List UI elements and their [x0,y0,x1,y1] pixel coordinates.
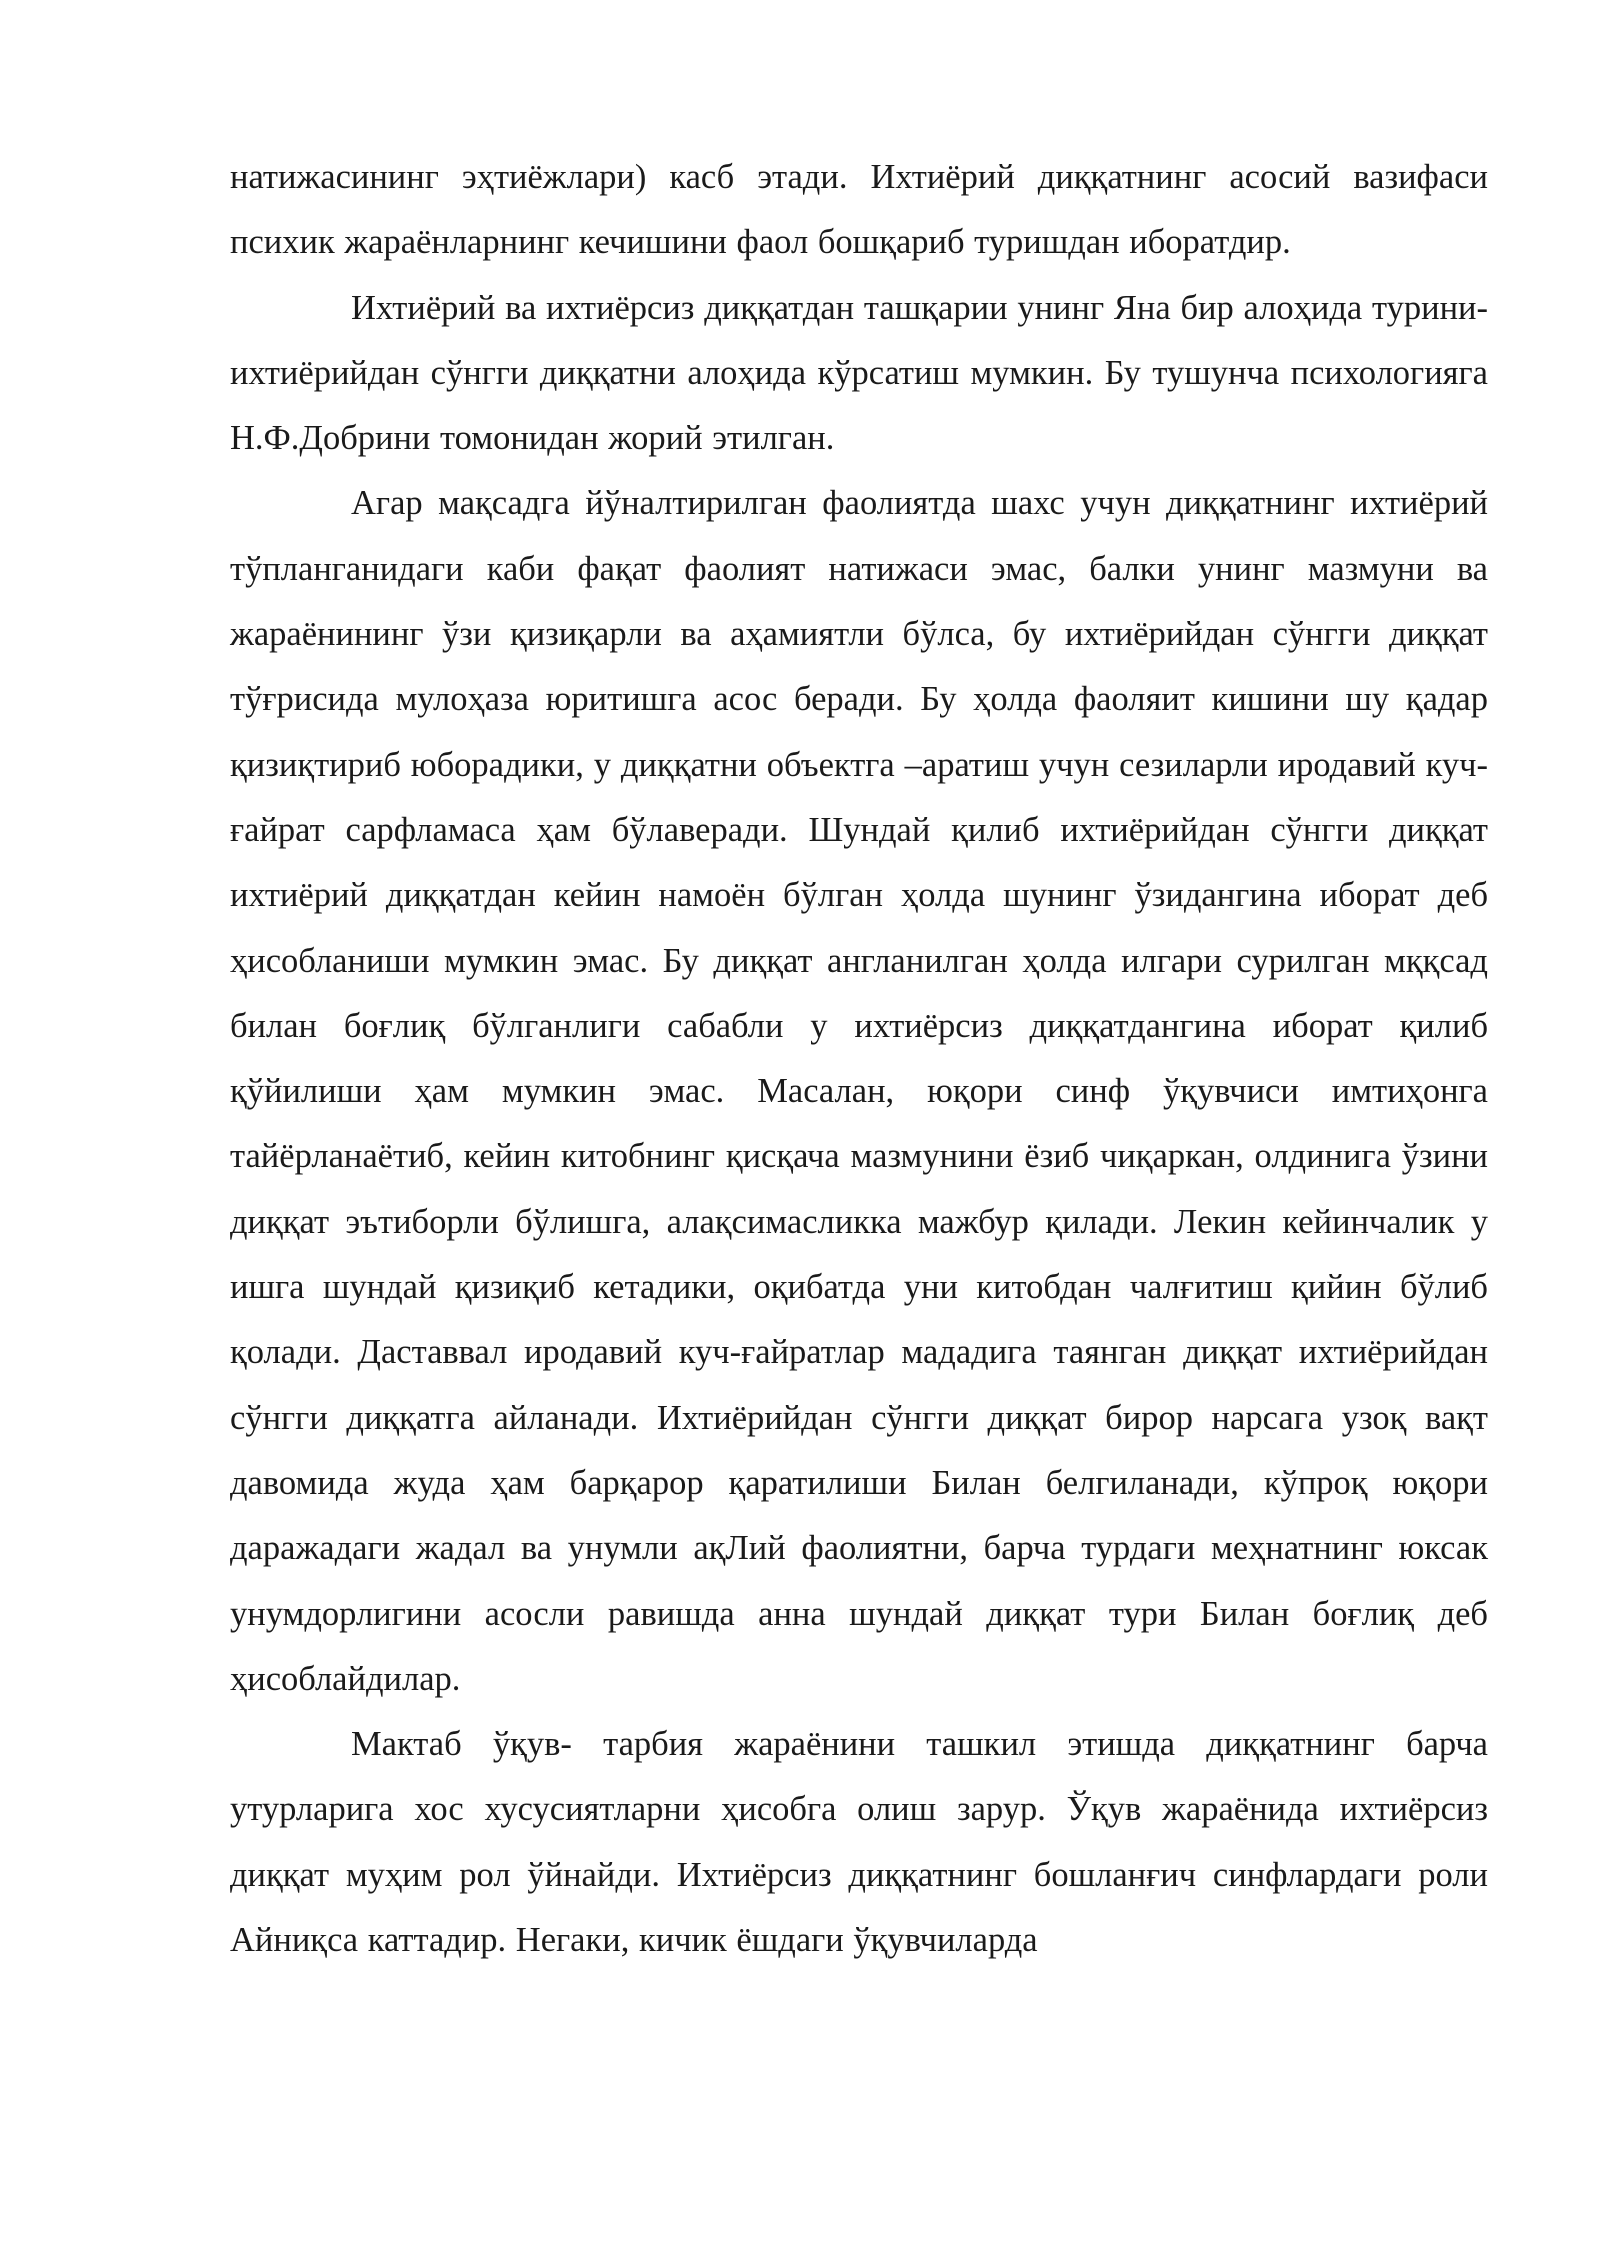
paragraph-3: Агар мақсадга йўналтирилган фаолиятда шахс учун диққатнинг ихтиёрий тўпланганидаги каби фақат фаолият натижаси эмас, балки унинг мазмуни ва жараёнининг ўзи қизиқарли ва аҳамиятли бўлса, бу ихтиёрийдан сўнгги диққат тўғрисида мулоҳаза юритишга асос беради. Бу ҳолда фаоляит кишини шу қадар қизиқтириб юборадики, у диққатни объектга –аратиш учун сезиларли иродавий куч-ғайрат сарфламаса ҳам бўлаверади. Шундай қилиб ихтиёрийдан сўнгги диққат ихтиёрий диққатдан кейин намоён бўлган ҳолда шунинг ўзидангина иборат деб ҳисобланиши мумкин эмас. Бу диққат англанилган ҳолда илгари сурилган мққсад билан боғлиқ бўлганлиги сабабли у ихтиёрсиз диққатдангина иборат қилиб қўйилиши ҳам мумкин эмас. Масалан, юқори синф ўқувчиси имтиҳонга тайёрланаётиб, кейин китобнинг қисқача мазмунини ёзиб чиқаркан, олдинига ўзини диққат эътиборли бўлишга, алақсимасликка мажбур қилади. Лекин кейинчалик у ишга шундай қизиқиб кетадики, оқибатда уни китобдан чалғитиш қийин бўлиб қолади. Даставвал иродавий куч-ғайратлар мададига таянган диққат ихтиёрийдан сўнгги диққатга айланади. Ихтиёрийдан сўнгги диққат бирор нарсага узоқ вақт давомида жуда ҳам барқарор қаратилиши Билан белгиланади, кўпроқ юқори даражадаги жадал ва унумли ақЛий фаолиятни, барча турдаги меҳнатнинг юксак унумдорлигини асосли равишда анна шундай диққат тури Билан боғлиқ деб ҳисоблайдилар. [230,484,1488,1698]
paragraph-2: Ихтиёрий ва ихтиёрсиз диққатдан ташқарии унинг Яна бир алоҳида турини- ихтиёрийдан сўнгги диққатни алоҳида кўрсатиш мумкин. Бу тушунча психологияга Н.Ф.Добрини томонидан жорий этилган. [230,288,1488,458]
paragraph-4: Мактаб ўқув- тарбия жараёнини ташкил этишда диққатнинг барча утурларига хос хусусиятларни ҳисобга олиш зарур. Ўқув жараёнида ихтиёрсиз диққат муҳим рол ўйнайди. Ихтиёрсиз диққатнинг бошланғич синфлардаги роли Айниқса каттадир. Негаки, кичик ёшдаги ўқувчиларда [230,1725,1488,1960]
document-body [230,145,1488,1973]
paragraph-1: натижасининг эҳтиёжлари) касб этади. Ихтиёрий диққатнинг асосий вазифаси психик жараёнларнинг кечишини фаол бошқариб туришдан иборатдир. [230,158,1488,262]
